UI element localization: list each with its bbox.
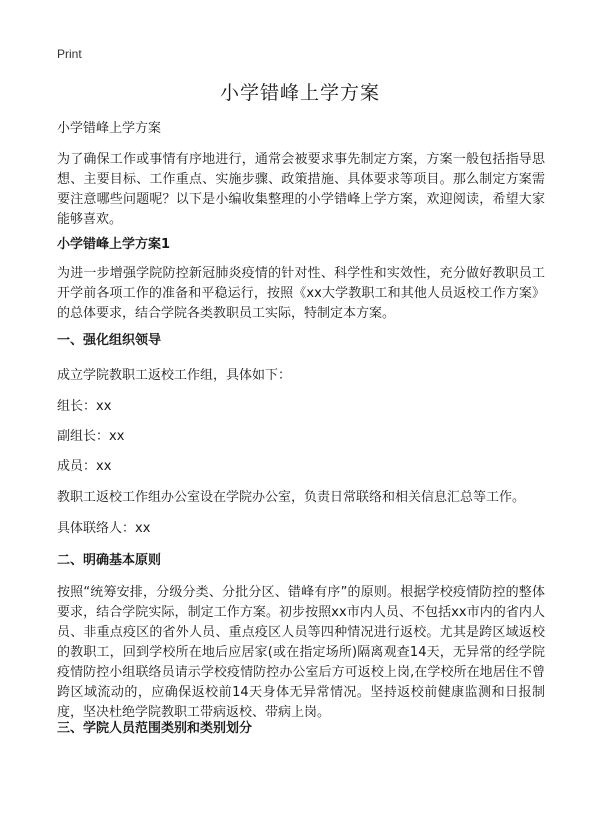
heading-personnel-categories: 三、学院人员范围类别和类别划分 [57,721,253,736]
principles-paragraph: 按照“统筹安排，分级分类、分批分区、错峰有序”的原则。根据学校疫情防控的整体要求，结合学院实际，制定工作方案。初步按照xx市内人员、不包括xx市内的省内人员、非重点疫区的省外人员、重点疫区人员等四种情况进行返校。尤其是跨区域返校的教职工，回到学校所在地后应居家(或在指定场所)隔离观查14天，无异常的经学院疫情防控小组联络员请示学校疫情防控办公室后方可返校上岗,在学校所在地居住不曾跨区域流动的，应确保返校前14天身体无异常情况。坚持返校前健康监测和日报制度，坚决杜绝学院教职工带病返校、带病上岗。 [57,585,545,720]
org-intro-text: 成立学院教职工返校工作组，具体如下： [57,368,292,383]
print-link[interactable]: Print [57,47,82,61]
section-1-paragraph: 为进一步增强学院防控新冠肺炎疫情的针对性、科学性和实效性，充分做好教职员工开学前各项工作的准备和平稳运行，按照《xx大学教职工和其他人员返校工作方案》的总体要求，结合学院各类教职员工实际，特制定本方案。 [57,266,545,321]
heading-organization: 一、强化组织领导 [57,333,162,348]
intro-paragraph: 为了确保工作或事情有序地进行，通常会被要求事先制定方案，方案一般包括指导思想、主要目标、工作重点、实施步骤、政策措施、具体要求等项目。那么制定方案需要注意哪些问题呢？以下是小编收集整理的小学错峰上学方案，欢迎阅读，希望大家能够喜欢。 [57,152,545,227]
members-text: 成员：xx [57,459,112,474]
deputy-leader-text: 副组长：xx [57,429,125,444]
office-text: 教职工返校工作组办公室设在学院办公室，负责日常联络和相关信息汇总等工作。 [57,490,526,505]
section-title-1: 小学错峰上学方案1 [57,237,171,252]
contact-text: 具体联络人：xx [57,521,151,536]
document-title: 小学错峰上学方案 [219,82,380,104]
document-subtitle: 小学错峰上学方案 [57,121,162,136]
leader-text: 组长：xx [57,399,112,414]
heading-principles: 二、明确基本原则 [57,553,162,568]
